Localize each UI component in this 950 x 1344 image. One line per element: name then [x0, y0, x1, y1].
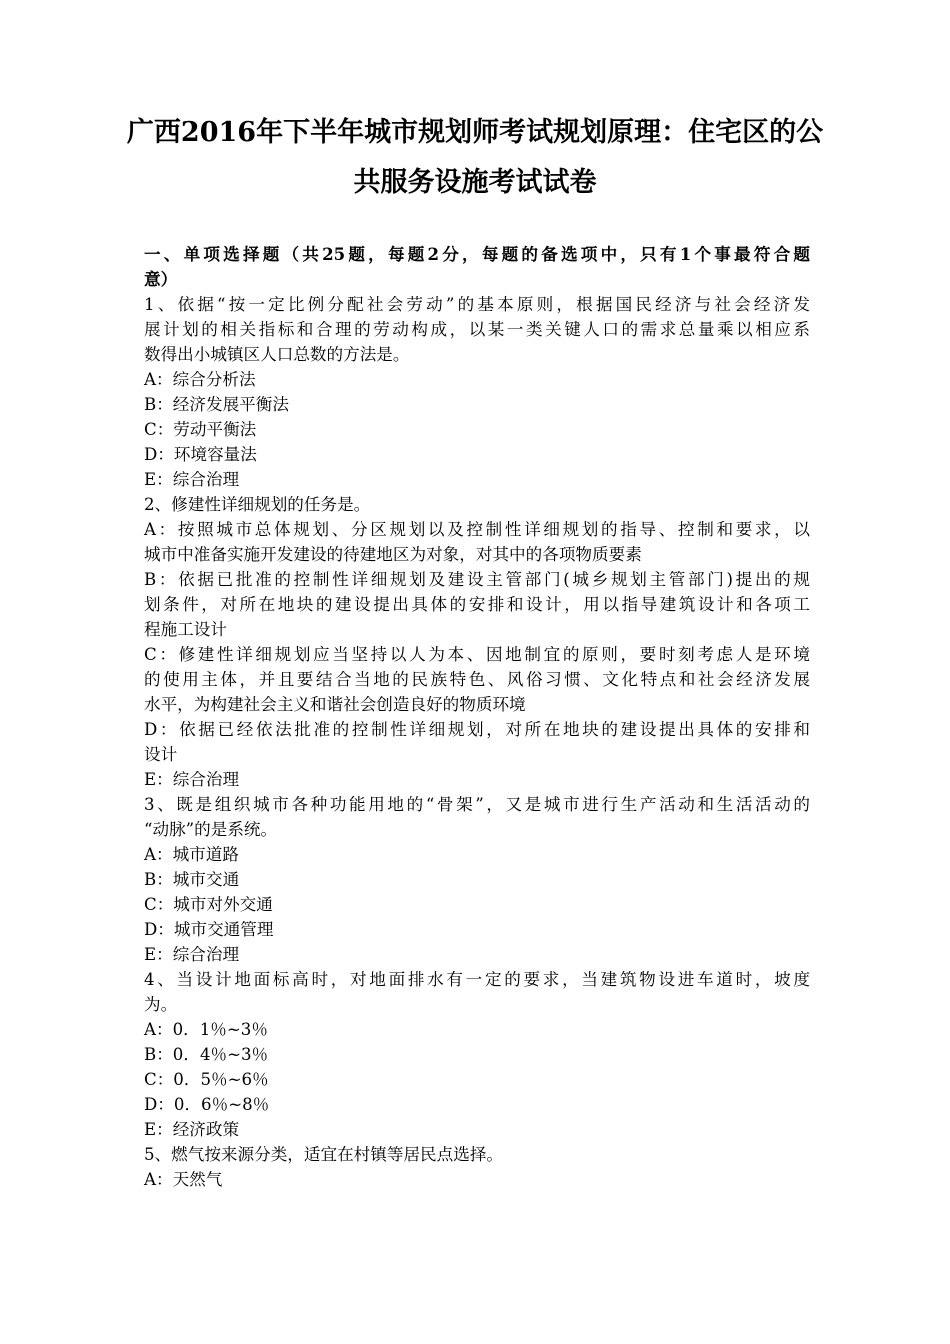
option-line: 水平，为构建社会主义和谐社会创造良好的物质环境	[144, 695, 526, 714]
option-line: D：依据已经依法批准的控制性详细规划，对所在地块的建设提出具体的安排和	[144, 720, 810, 739]
title-line-1: 广西2016年下半年城市规划师考试规划原理：住宅区的公	[126, 117, 824, 148]
option-line: A：综合分析法	[144, 370, 256, 389]
option-line: A：城市道路	[144, 845, 239, 864]
option-line: D：0．6％~8％	[144, 1095, 270, 1114]
option-line: C：劳动平衡法	[144, 420, 257, 439]
option-line: 划条件，对所在地块的建设提出具体的安排和设计，用以指导建筑设计和各项工	[144, 595, 810, 614]
question-line: 4、当设计地面标高时，对地面排水有一定的要求，当建筑物设进车道时，坡度	[144, 970, 810, 989]
option-line: 程施工设计	[144, 620, 227, 639]
section-header-line: 一、单项选择题（共25题，每题2分，每题的备选项中，只有1个事最符合题	[144, 244, 810, 264]
option-line: E：综合治理	[144, 945, 240, 964]
option-line: 的使用主体，并且要结合当地的民族特色、风俗习惯、文化特点和社会经济发展	[144, 670, 810, 689]
option-line: E：经济政策	[144, 1120, 240, 1139]
question-line: “动脉”的是系统。	[144, 820, 278, 839]
question-line: 5、燃气按来源分类，适宜在村镇等居民点选择。	[144, 1145, 504, 1164]
question-line: 展计划的相关指标和合理的劳动构成，以某一类关键人口的需求总量乘以相应系	[144, 320, 810, 339]
option-line: A：天然气	[144, 1170, 223, 1189]
option-line: C：0．5％~6％	[144, 1070, 269, 1089]
option-line: B：经济发展平衡法	[144, 395, 289, 414]
section-header-line: 意）	[144, 269, 178, 289]
question-line: 1、依据“按一定比例分配社会劳动”的基本原则，根据国民经济与社会经济发	[144, 295, 810, 314]
option-line: 城市中准备实施开发建设的待建地区为对象，对其中的各项物质要素	[144, 545, 642, 564]
option-line: D：环境容量法	[144, 445, 257, 464]
option-line: E：综合治理	[144, 470, 240, 489]
option-line: A：按照城市总体规划、分区规划以及控制性详细规划的指导、控制和要求，以	[144, 520, 810, 539]
option-line: A：0．1％~3％	[144, 1020, 268, 1039]
option-line: B：城市交通	[144, 870, 240, 889]
option-line: D：城市交通管理	[144, 920, 274, 939]
question-line: 2、修建性详细规划的任务是。	[144, 495, 371, 514]
option-line: B：0．4％~3％	[144, 1045, 269, 1064]
question-line: 3、既是组织城市各种功能用地的“骨架”，又是城市进行生产活动和生活活动的	[144, 795, 810, 814]
option-line: B：依据已批准的控制性详细规划及建设主管部门(城乡规划主管部门)提出的规	[144, 570, 810, 589]
option-line: C：城市对外交通	[144, 895, 273, 914]
document-title	[100, 108, 850, 208]
question-line: 数得出小城镇区人口总数的方法是。	[144, 345, 410, 364]
question-line: 为。	[144, 995, 178, 1014]
option-line: E：综合治理	[144, 770, 240, 789]
document-body	[144, 242, 810, 1192]
section-header	[144, 242, 810, 292]
option-line: 设计	[144, 745, 178, 764]
option-line: C：修建性详细规划应当坚持以人为本、因地制宜的原则，要时刻考虑人是环境	[144, 645, 810, 664]
title-line-2: 共服务设施考试试卷	[353, 167, 597, 198]
